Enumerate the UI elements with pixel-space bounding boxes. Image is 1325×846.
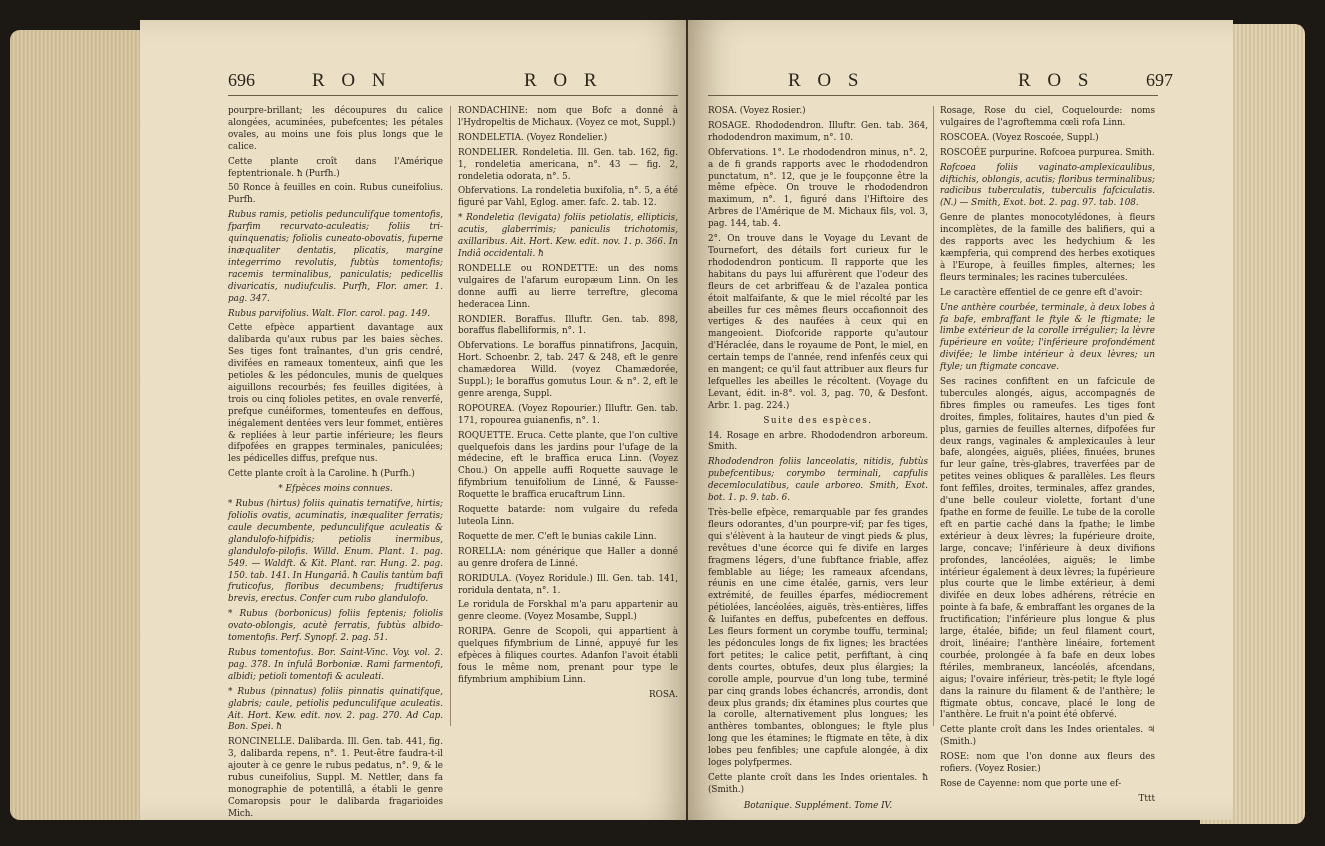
header-rule-left [228,95,678,96]
paragraph: Le roridula de Forskhal m'a paru appartenir au genre cleome. (Voyez Mosambe, Suppl.) [458,600,678,623]
paragraph: pourpre-brillant; les découpures du calice alongées, acuminées, pubefcentes; les pétales ovales, au moins une fois plus longs que le calice. [228,106,443,152]
paragraph: Roquette batarde: nom vulgaire du refeda luteola Linn. [458,505,678,527]
signature-mark: Tttt [1138,793,1155,804]
paragraph: Obfervations. La rondeletia buxifolia, n°. 5, a été figuré par Vahl, Eglog. amer. fafc. 2. tab. 12. [458,186,678,209]
paragraph: Cette plante croît dans les Indes orientales. ♃ (Smith.) [940,725,1155,748]
paragraph: ROSCOÉE purpurine. Rofcoea purpurea. Smith. [940,147,1155,158]
paragraph: RONDIER. Boraffus. Illuftr. Gen. tab. 898, boraffus flabelliformis, n°. 1. [458,314,678,337]
paragraph: Genre de plantes monocotylédones, à fleurs incomplètes, de la famille des balifiers, qui a des rapports avec les hedychium & les kæmpferia, qui comprend des herbes exotiques à l'Europe, à feuilles fimples, alternes; les fleurs terminales; les racines tuberculées. [940,213,1155,283]
paragraph: * Rubus (hirtus) foliis quinatis ternatifve, hirtis; foliolis ovatis, acuminatis, inæqualiter ferratis; caule decumbente, pedunculifque aculeatis & glandulofo-hifpidis; petiolis inermibus, glandulofo-pilofis. Willd. Enum. Plant. 1. pag. 549. — Waldft. & Kit. Plant. rar. Hung. 2. pag. 150. tab. 141. In Hungariâ. ħ Caulis tantùm bafi fruticofus, floribus decumbens; frudtiferus brevis, erectus. Confer cum rubo glandulofo. [228,499,444,605]
left-page-edges [10,30,150,820]
paragraph: * Rubus (pinnatus) foliis pinnatis quinatifque, glabris; caule, petiolis pedunculifque aculeatis. Ait. Hort. Kew. edit. nov. 2. pag. 270. Ad Cap. Bon. Spei. ħ [228,686,443,733]
left-column-1 [228,106,443,820]
paragraph: Rhododendron foliis lanceolatis, nitidis, fubtùs pubefcentibus; corymbo terminali, capfulis decemloculatibus, caule arboreo. Smith, Exot. bot. 1. p. 9. tab. 6. [708,457,928,504]
paragraph: Rubus parvifolius. Walt. Flor. carol. pag. 149. [228,308,430,319]
paragraph: 50 Ronce à feuilles en coin. Rubus cuneifolius. Purfh. [228,183,443,206]
paragraph: ROSCOEA. (Voyez Roscoée, Suppl.) [940,132,1099,143]
paragraph: ROSAGE. Rhododendron. Illuftr. Gen. tab. 364, rhododendron maximum, n°. 10. [708,120,928,143]
paragraph: ROQUETTE. Eruca. Cette plante, que l'on cultive quelquefois dans les jardins pour l'ufage de la médecine, eft le braffica eruca Linn. (Voyez Chou.) On appelle auffi Roquette sauvage le fifymbrium tenuifolium de Linné, & Fausse-Roquette le braffica erucaftrum Linn. [458,430,678,501]
paragraph: Obfervations. 1°. Le rhododendron minus, n°. 2, a de fi grands rapports avec le rhododendron punctatum, n°. 12, que je le foupçonne être la même efpèce. On trouve le rhododendron maximum, n°. 1, figuré dans l'Hiftoire des Arbres de l'Amérique de M. Michaux fils, vol. 3, pag. 144, tab. 4. [708,147,928,230]
paragraph: Cette efpèce appartient davantage aux dalibarda qu'aux rubus par les baies sèches. Ses tiges font traînantes, d'un gris cendré, divifées en rameaux tomenteux, ainfi que les petioles & les pédoncules, munis de quelques aiguillons recourbés; fes feuilles digitées, à trois ou cinq folioles petites, en ovale renverfé, prefque cunéiformes, tomenteufes en deffous, inégalement dentées vers leur fommet, entières & repliées à leur partie inférieure; les fleurs difpofées en grappes terminales, paniculées; les pédicelles diffus, prefque nus. [228,323,443,465]
paragraph: Rubus tomentofus. Bor. Saint-Vinc. Voy. vol. 2. pag. 378. In infulâ Borboniæ. Rami farmentofi, albidi; petioli tomentofi & aculeati. [228,647,443,682]
paragraph: Cette plante croît à la Caroline. ħ (Purfh.) [228,469,415,480]
paragraph: Ses racines confiftent en un fafcicule de tubercules alongés, aigus, accompagnés de fibres fimples ou rameufes. Les tiges font droites, fimples, folitaires, hautes d'un pied & plus, garnies de feuilles alternes, difpofées fur deux rangs, vaginales & amplexicaules à leur bafe, alongées, aiguës, pliées, finuées, brunes fur leur gaîne, très-glabres, traverfées par de petites veines obliques & parallèles. Les fleurs font feffiles, droites, terminales, affez grandes, d'une belle couleur violette, fortant d'une fpathe en forme de feuille. Le tube de la corolle eft en partie caché dans la fpathe; le limbe extérieur à deux lèvres; la fupérieure droite, large, concave; l'inférieure à deux divifions profondes, lancéolées, aiguës; le limbe intérieur également à deux lèvres; la fupérieure plus courte que le limbe extérieur, à demi divifée en deux lobes adhérens, rétrécie en pointe à fa bafe, & embraffant les organes de la fructification; l'inférieure plus longue & plus large, étalée, bifide; un feul filament court, droit, linéaire; l'anthère linéaire, fortement courbée, prolongée à fa bafe en deux lobes ftériles, membraneux, lancéolés, afcendans, aigus; l'ovaire inférieur, très-petit; le ftyle logé dans la rainure du filament & de l'anthère; le ftigmate obtus, concave, placé le long de l'anthère. Le fruit n'a point été obfervé. [940,377,1155,721]
section-heading: Suite des espèces. [763,415,873,426]
section-heading: * Efpèces moins connues. [278,484,393,495]
right-column-2 [940,106,1155,809]
paragraph: Rose de Cayenne: nom que porte une ef- [940,778,1122,789]
paragraph: Le caractère effentiel de ce genre eft d'avoir: [940,287,1143,298]
right-column-1 [708,106,928,816]
paragraph: RONDELIER. Rondeletia. Ill. Gen. tab. 162, fig. 1, rondeletia americana, n°. 43 — fig. 2, rondeletia odorata, n°. 5. [458,147,678,182]
paragraph: 14. Rosage en arbre. Rhododendron arboreum. Smith. [708,430,928,453]
paragraph: Très-belle efpèce, remarquable par fes grandes fleurs odorantes, d'un pourpre-vif; par fes tiges, qui s'élèvent à la hauteur de vingt pieds & plus, revêtues d'une écorce qui fe divife en larges fragmens légers, d'une fubftance friable, affez femblable au liége; les rameaux afcendans, réunis en une cime étalée, garnis, vers leur extrémité, de feuilles éparfes, médiocrement pétiolées, lancéolées, aiguës, très-entières, liffes & luifantes en deffus, pubefcentes en deffous. Les fleurs forment un corymbe touffu, terminal; les pédoncules longs de fix lignes; les bractées fort petites; le calice petit, perfiftant, à cinq dents courtes, obtufes, deux plus élargies; la corolle ample, pourvue d'un long tube, terminé par cinq grands lobes échancrés, arrondis, dont deux plus grands; dix étamines plus courtes que la corolle, alternativement plus longues; les anthères tombantes, oblongues; le ftyle plus long que les étamines; le ftigmate en tête, à dix lobes peu fenfibles; une capfule alongée, à dix loges polyfpermes. [708,508,928,769]
paragraph: Rofcoea foliis vaginato-amplexicaulibus, diftichis, oblongis, acutis; floribus terminalibus; radicibus tuberculatis, tuberculis fafciculatis. (N.) — Smith, Exot. bot. 2. pag. 97. tab. 108. [940,162,1155,209]
paragraph: Rubus ramis, petiolis pedunculifque tomentofis, fparfim recurvato-aculeatis; foliis tri-quinquenatis; foliolis cuneato-obovatis, fuperne inæqualiter dentatis, plicatis, margine integerrimo revolutis, fubtùs tomentofis; racemis terminalibus, paniculatis; pedicellis divaricatis, nudiufculis. Purfh, Flor. amer. 1. pag. 347. [228,210,443,304]
paragraph: RORELLA: nom générique que Haller a donné au genre drofera de Linné. [458,546,678,569]
left-column-2 [458,106,678,705]
running-head-left-1: R O N [312,70,392,91]
page-footer: Botanique. Supplément. Tome IV. [743,800,893,811]
paragraph: Cette plante croît dans les Indes orientales. ħ (Smith.) [708,772,928,795]
header-rule-right [708,95,1158,96]
paragraph: Obfervations. Le boraffus pinnatifrons, Jacquin, Hort. Schoenbr. 2, tab. 247 & 248, eft le genre chamædorea Willd. (voyez Chamædorée, Suppl.); le boraffus gomutus Lour. & n°. 2, eft le genre arenga, Suppl. [458,341,678,399]
running-head-left-2: R O R [524,70,603,91]
paragraph: RONDELETIA. (Voyez Rondelier.) [458,132,608,143]
paragraph: * Rondeletia (levigata) foliis petiolatis, ellipticis, acutis, glaberrimis; paniculis trichotomis, axillaribus. Ait. Hort. Kew. edit. nov. 1. p. 366. In Indiâ occidentali. ħ [458,213,678,259]
paragraph: Cette plante croît dans l'Amérique feptentrionale. ħ (Purfh.) [228,156,443,179]
left-page [140,20,692,820]
paragraph: Roquette de mer. C'eft le bunias cakile Linn. [458,531,657,542]
paragraph: * Rubus (borbonicus) foliis feptenis; foliolis ovato-oblongis, acutè ferratis, fubtùs albido-tomentofis. Perf. Synopf. 2. pag. 51. [228,609,443,644]
page-number-right: 697 [1146,70,1173,90]
running-head-right-1: R O S [788,70,865,91]
paragraph: RORIPA. Genre de Scopoli, qui appartient à quelques fifymbrium de Linné, appuyé fur les efpèces à filiques courtes. Adanfon l'avoit établi fous le même nom, prenant pour type le fifymbrium amphibium Linn. [458,627,678,685]
page-number-left: 696 [228,70,255,90]
catchword: ROSA. [648,689,678,700]
running-head-right-2: R O S [1018,70,1095,91]
paragraph: ROPOUREA. (Voyez Ropourier.) Illuftr. Gen. tab. 171, ropourea guianenfis, n°. 1. [458,403,678,426]
paragraph: ROSA. (Voyez Rosier.) [708,106,806,116]
paragraph: RORIDULA. (Voyez Roridule.) Ill. Gen. tab. 141, roridula dentata, n°. 1. [458,573,678,596]
paragraph: RONDACHINE: nom que Bofc a donné à l'Hydropeltis de Michaux. (Voyez ce mot, Suppl.) [458,106,678,128]
paragraph: RONDELLE ou RONDETTE: un des noms vulgaires de l'afarum europæum Linn. On les donne auffi au lierre terreftre, glecoma hederacea Linn. [458,263,678,310]
right-page [688,20,1233,820]
column-divider-right [933,106,934,726]
paragraph: ROSE: nom que l'on donne aux fleurs des rofiers. (Voyez Rosier.) [940,752,1155,775]
column-divider-left [450,106,451,726]
paragraph: Une anthère courbée, terminale, à deux lobes à fa bafe, embraffant le ftyle & le ftigmate; le limbe extérieur de la corolle irrégulier; la lèvre fupérieure en voûte; l'inférieure profondément divifée; le limbe intérieur à deux lèvres; un ftyle; un ftigmate concave. [940,302,1155,373]
paragraph: 2°. On trouve dans le Voyage du Levant de Tournefort, des détails fort curieux fur le rhododendron ponticum. Il rapporte que les habitans du pays lui affurèrent que l'odeur des fleurs de cet arbriffeau & de l'azalea pontica étoit malfaifante, & que le miel récolté par les abeilles fur ces mêmes fleurs occafionnoit des vertiges & des naufées à ceux qui en mangeoient. Diofcoride rapporte qu'autour d'Héraclée, dans le royaume de Pont, le miel, en certain temps de l'année, rend infenfés ceux qui en mangent; ce qu'il faut attribuer aux fleurs fur lefquelles les abeilles le récoltent. (Voyage du Levant, édit. in-8°. vol. 3, pag. 70, & Desfont. Arbr. 1. pag. 224.) [708,234,928,411]
paragraph: RONCINELLE. Dalibarda. Ill. Gen. tab. 441, fig. 3, dalibarda repens, n°. 1. Peut-être faudra-t-il ajouter à ce genre le rubus pedatus, n°. 9, & le rubus cuneifolius, Suppl. M. Nettler, dans fa monographie de potentillâ, a établi le genre Comaropsis pour le dalibarda fragarioides Mich. [228,737,443,819]
paragraph: Rosage, Rose du ciel, Coquelourde: noms vulgaires de l'agroftemma cœli rofa Linn. [940,106,1155,128]
